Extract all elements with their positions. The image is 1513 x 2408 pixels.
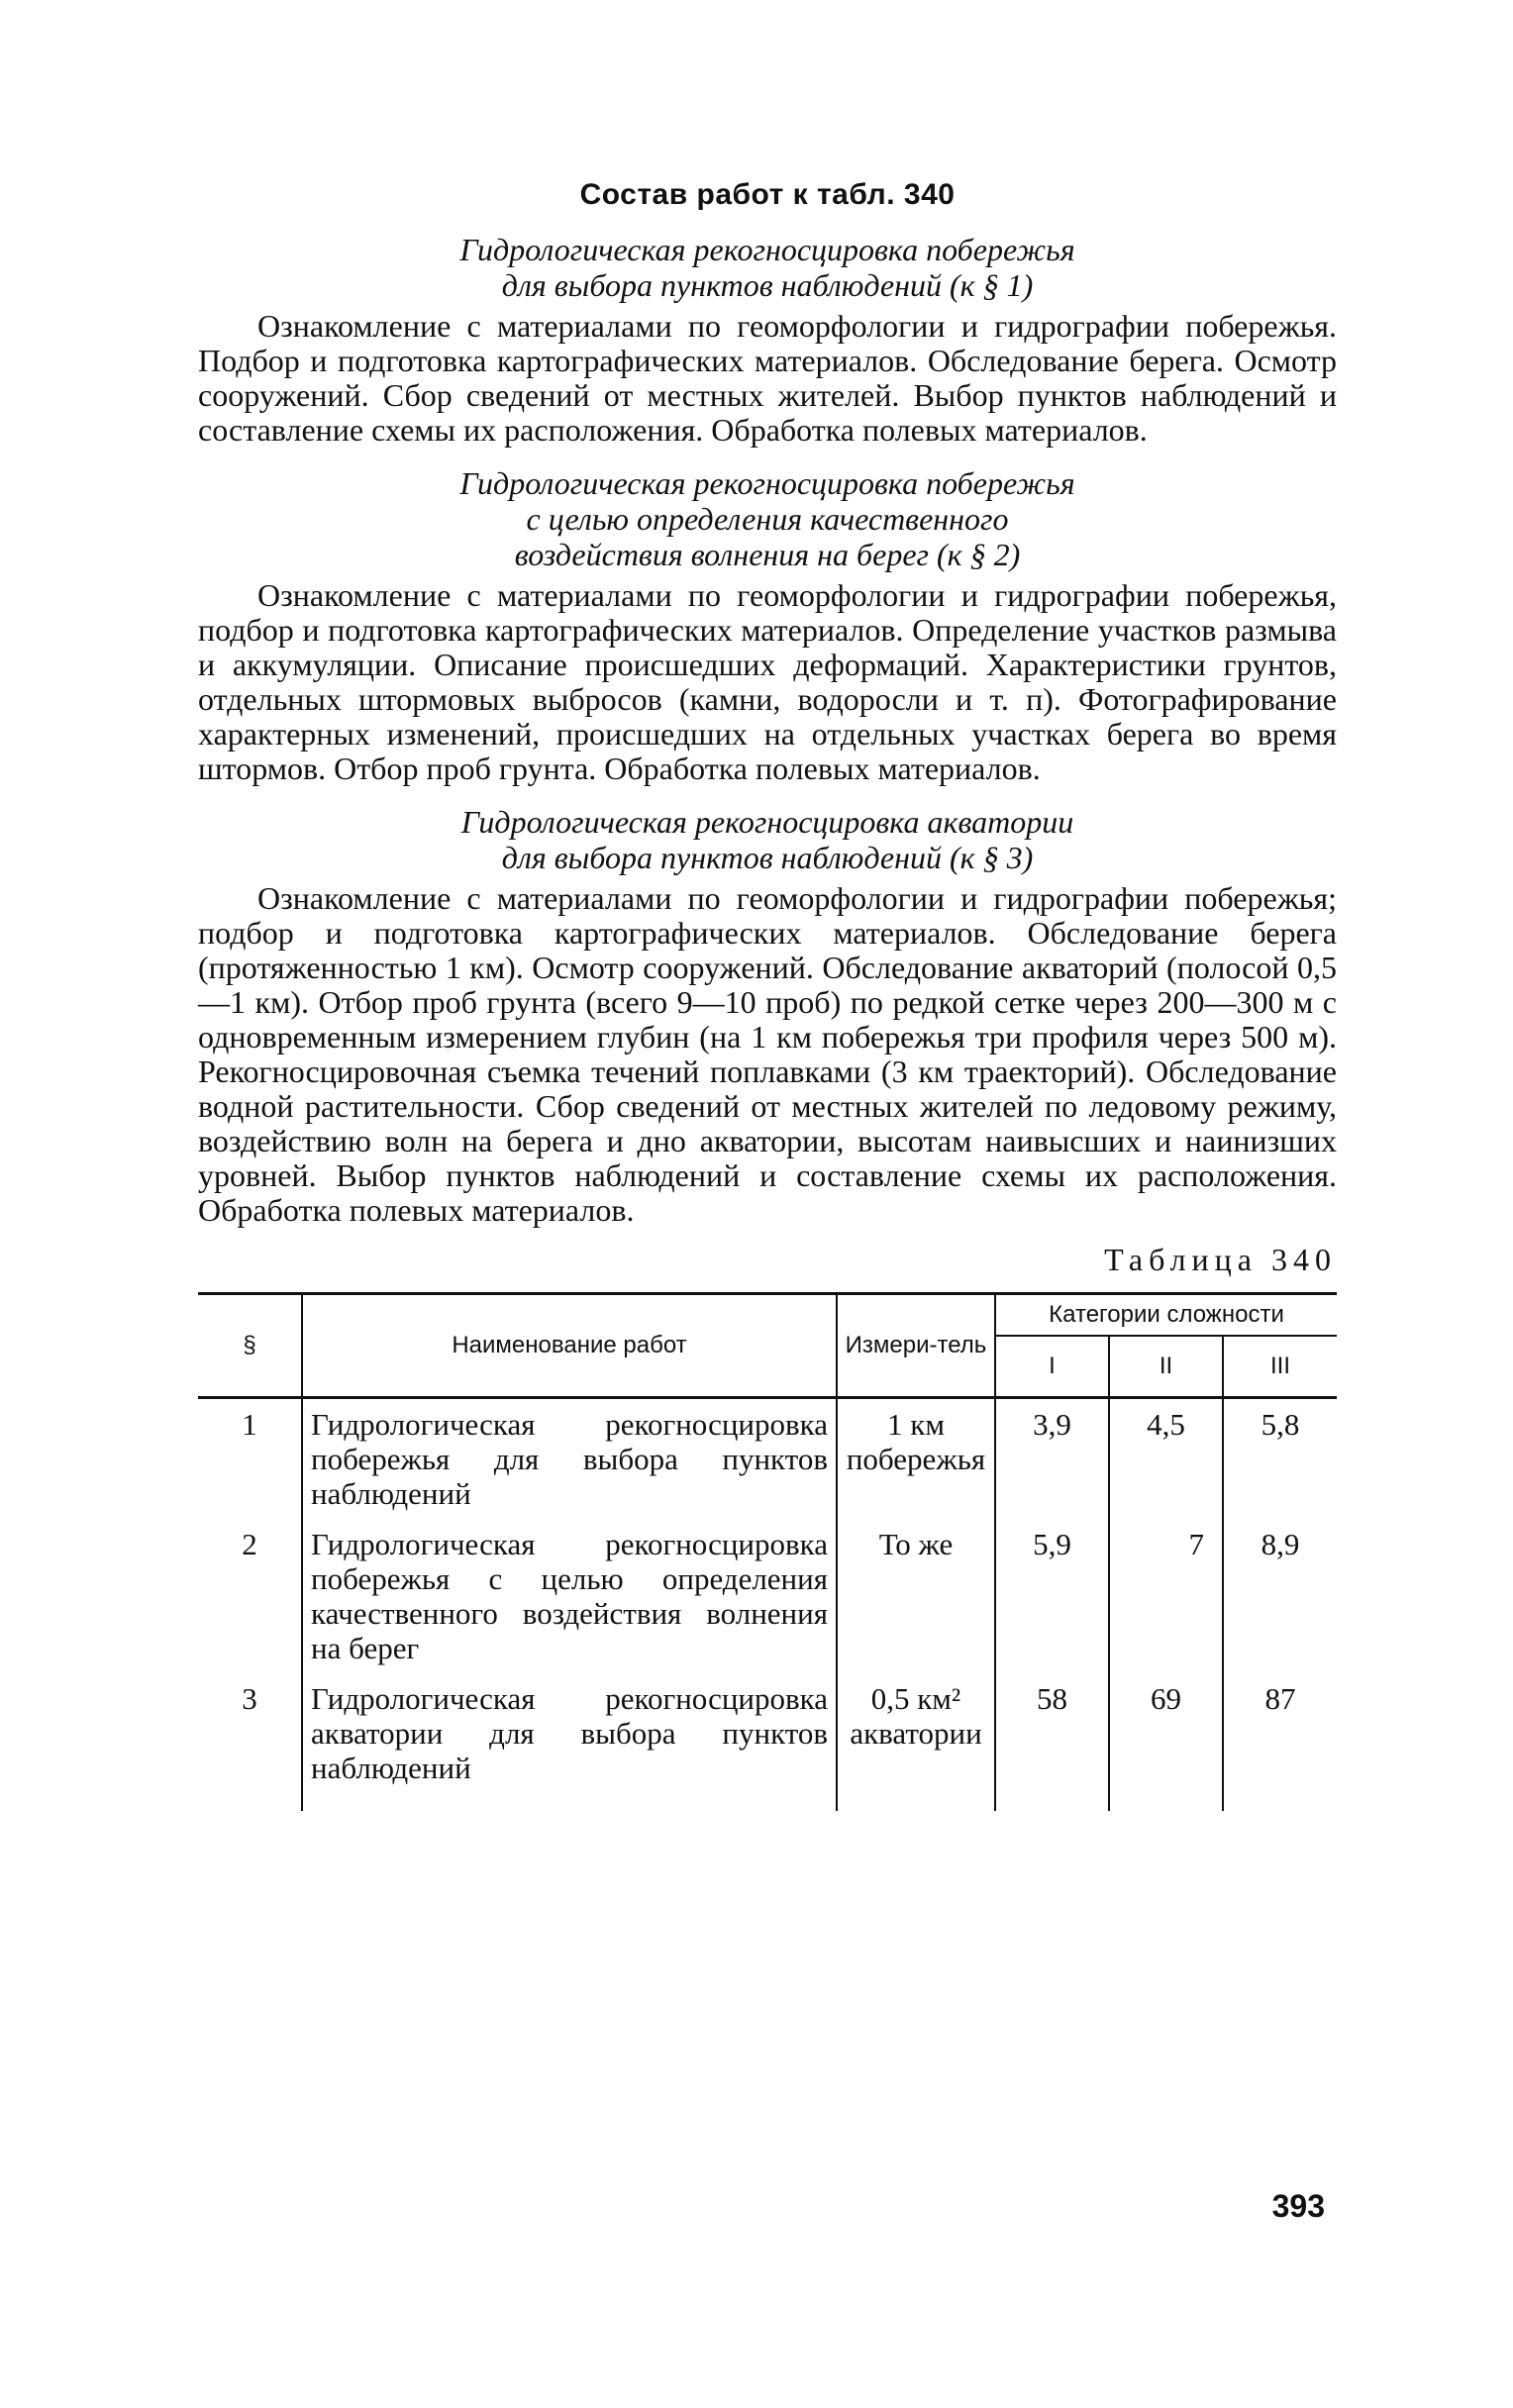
header-unit: Измери-тель (837, 1294, 995, 1398)
page-number: 393 (1271, 2188, 1325, 2224)
section-title (198, 804, 1337, 875)
section-title-line: Гидрологическая рекогносцировка акватории (460, 804, 1074, 840)
section-title-line: Гидрологическая рекогносцировка побережья (459, 465, 1075, 501)
main-title: Состав работ к табл. 340 (579, 178, 956, 211)
header-name: Наименование работ (302, 1294, 837, 1398)
section-title-line: Гидрологическая рекогносцировка побережья (459, 232, 1075, 267)
cell-category-3: 8,9 (1223, 1519, 1337, 1673)
cell-category-3: 5,8 (1223, 1398, 1337, 1520)
table-row (198, 1673, 1337, 1811)
cell-category-1: 5,9 (995, 1519, 1109, 1673)
section-title (198, 232, 1337, 303)
header-category-3: III (1223, 1336, 1337, 1398)
section-text: Ознакомление с материалами по геоморфологии и гидрографии побережья, подбор и подготовка картографических материалов. Определение участков размыва и аккумуляции. Описание происшедших деформаций. Характеристики грунтов, отдельных штормовых выбросов (камни, водоросли и т. п). Фотографирование характерных изменений, происшедших на отдельных участках берега во время штормов. Отбор проб грунта. Обработка полевых материалов. (198, 577, 1337, 786)
header-categories: Категории сложности (995, 1294, 1337, 1337)
section-text: Ознакомление с материалами по геоморфологии и гидрографии побережья; подбор и подготовка картографических материалов. Обследование берега (протяженностью 1 км). Осмотр сооружений. Обследование акваторий (полосой 0,5—1 км). Отбор проб грунта (всего 9—10 проб) по редкой сетке через 200—300 м с одновременным измерением глубин (на 1 км побережья три профиля через 500 м). Рекогносцировочная съемка течений поплавками (3 км траекторий). Обследование водной растительности. Сбор сведений от местных жителей по ледовому режиму, воздействию волн на берега и дно акватории, высотам наивысших и наинизших уровней. Выбор пунктов наблюдений и составление схемы их расположения. Обработка полевых материалов. (198, 880, 1337, 1228)
cell-category-1: 3,9 (995, 1398, 1109, 1520)
section-1 (198, 232, 1337, 448)
section-title-line: с целью определения качественного (526, 501, 1009, 537)
document-page (198, 149, 1337, 1811)
cell-category-2: 4,5 (1109, 1398, 1223, 1520)
norms-table (198, 1292, 1337, 1811)
section-2 (198, 465, 1337, 786)
cell-unit: 0,5 км² акватории (837, 1673, 995, 1811)
header-category-1: I (995, 1336, 1109, 1398)
cell-paragraph: 1 (242, 1407, 257, 1442)
cell-paragraph: 2 (242, 1527, 257, 1561)
table-header-row (198, 1294, 1337, 1337)
header-paragraph: § (198, 1294, 302, 1398)
cell-category-2: 69 (1109, 1673, 1223, 1811)
cell-name: Гидрологическая рекогносцировка побережья с целью определения качественного воздействия волнения на берег (302, 1519, 837, 1673)
table-caption: Таблица 340 (1104, 1242, 1337, 1277)
cell-paragraph: 3 (242, 1681, 257, 1716)
section-3 (198, 804, 1337, 1228)
cell-name: Гидрологическая рекогносцировка акватории для выбора пунктов наблюдений (302, 1673, 837, 1811)
cell-category-1: 58 (995, 1673, 1109, 1811)
section-title (198, 465, 1337, 572)
section-title-line: воздействия волнения на берег (к § 2) (514, 537, 1021, 572)
cell-category-2: 7 (1109, 1519, 1223, 1673)
header-category-2: II (1109, 1336, 1223, 1398)
cell-unit: 1 км побережья (837, 1398, 995, 1520)
cell-name: Гидрологическая рекогносцировка побережья для выбора пунктов наблюдений (302, 1398, 837, 1520)
section-text: Ознакомление с материалами по геоморфологии и гидрографии побережья. Подбор и подготовка картографических материалов. Обследование берега. Осмотр сооружений. Сбор сведений от местных жителей. Выбор пунктов наблюдений и составление схемы их расположения. Обработка полевых материалов. (198, 308, 1337, 448)
section-title-line: для выбора пунктов наблюдений (к § 3) (501, 840, 1034, 875)
table-row (198, 1398, 1337, 1520)
section-title-line: для выбора пунктов наблюдений (к § 1) (501, 267, 1034, 303)
cell-unit: То же (837, 1519, 995, 1673)
cell-category-3: 87 (1223, 1673, 1337, 1811)
table-row (198, 1519, 1337, 1673)
